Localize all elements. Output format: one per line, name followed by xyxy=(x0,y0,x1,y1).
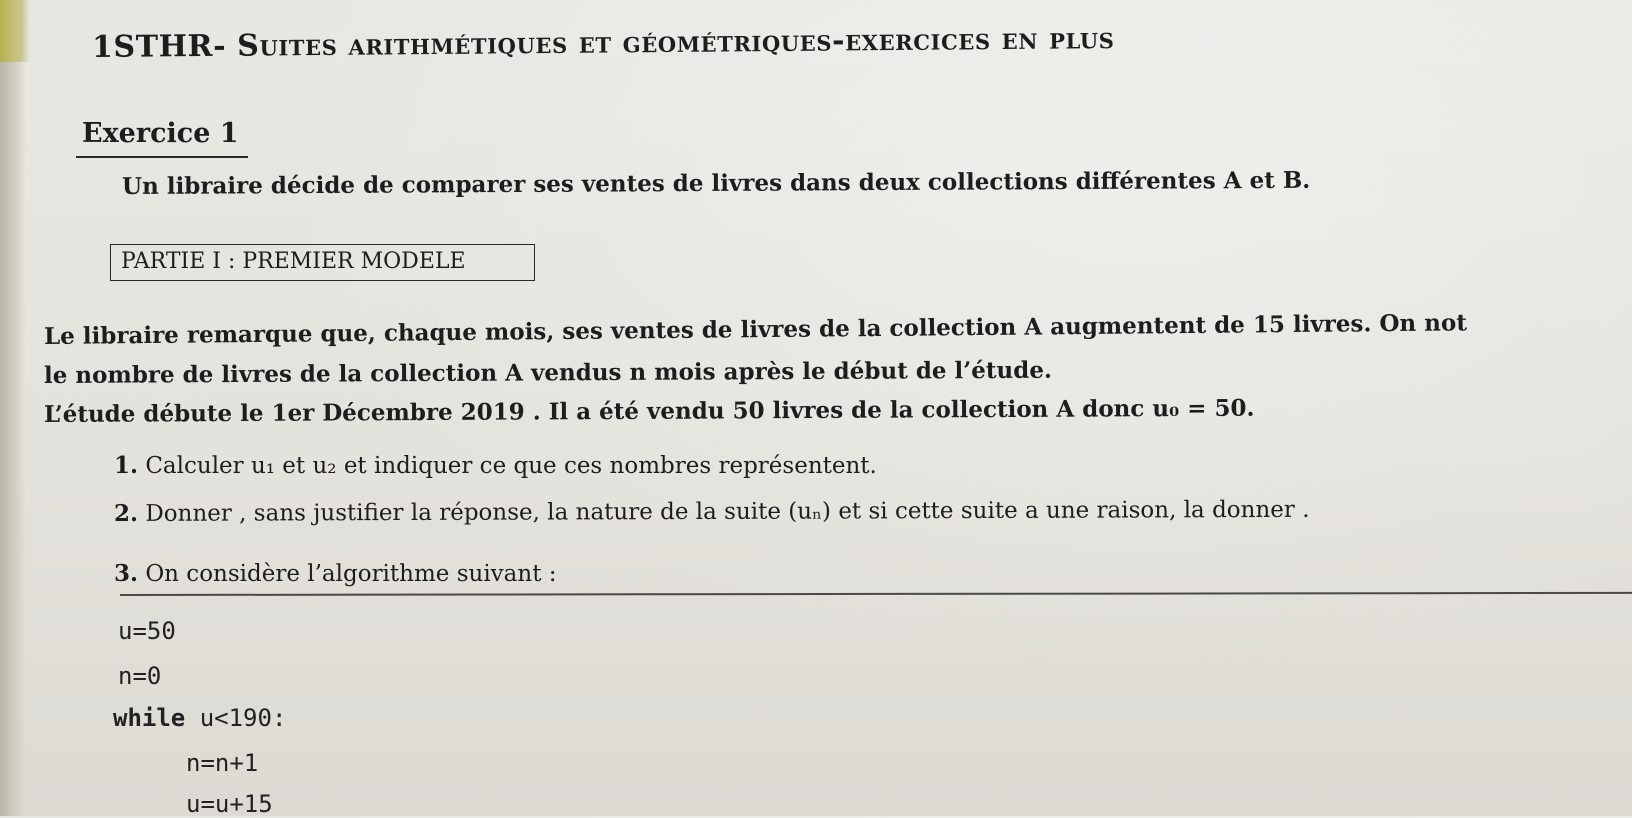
question-text: Calculer u₁ et u₂ et indiquer ce que ces nombres représentent. xyxy=(145,453,877,479)
document-title: 1STHR- Suites arithmétiques et géométriques-exercices en plus xyxy=(91,21,1115,65)
code-line-5: u=u+15 xyxy=(186,790,273,818)
paragraph-line-3: L’étude débute le 1er Décembre 2019 . Il a été vendu 50 livres de la collection A donc u₀ = 50. xyxy=(43,394,1255,428)
code-line-4: n=n+1 xyxy=(186,749,259,777)
exercise-heading-underline xyxy=(76,156,248,158)
question-number: 3. xyxy=(114,560,139,587)
question-number: 1. xyxy=(114,452,139,479)
exercise-intro: Un libraire décide de comparer ses ventes de livres dans deux collections différentes A et B. xyxy=(121,166,1311,200)
paper-notch xyxy=(0,0,30,62)
question-text: Donner , sans justifier la réponse, la nature de la suite (uₙ) et si cette suite a une raison, la donner . xyxy=(145,496,1310,527)
paragraph-line-2: le nombre de livres de la collection A vendus n mois après le début de l’étude. xyxy=(43,356,1053,389)
question-text: On considère l’algorithme suivant : xyxy=(145,561,557,587)
code-line-1: u=50 xyxy=(118,617,176,645)
code-line-2: n=0 xyxy=(118,662,162,690)
divider-line xyxy=(120,592,1632,596)
question-number: 2. xyxy=(113,499,139,527)
question-1 xyxy=(114,452,877,479)
paper-edge-shadow xyxy=(0,0,26,816)
part-label: PARTIE I : PREMIER MODELE xyxy=(121,249,466,274)
code-keyword-while: while xyxy=(113,704,186,732)
question-3 xyxy=(114,560,557,587)
question-2 xyxy=(114,496,1310,527)
paragraph-line-1: Le libraire remarque que, chaque mois, ses ventes de livres de la collection A augmentent de 15 livres. On not xyxy=(43,309,1468,350)
exercise-heading: Exercice 1 xyxy=(82,118,239,149)
code-condition: u<190: xyxy=(199,704,287,732)
code-line-3 xyxy=(113,704,286,732)
